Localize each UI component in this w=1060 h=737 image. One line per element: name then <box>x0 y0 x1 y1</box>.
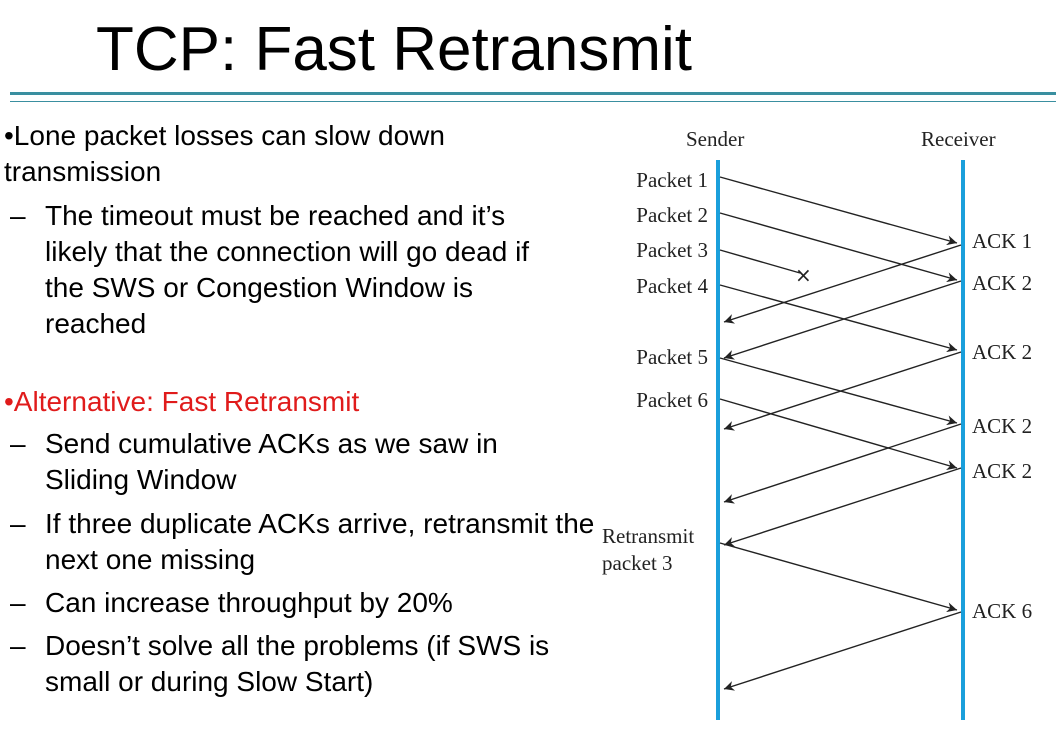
packet-3-lost-arrow <box>720 250 800 273</box>
dash-marker: – <box>10 587 26 618</box>
ack-label: ACK 2 <box>972 340 1033 364</box>
ack-label: ACK 2 <box>972 459 1033 483</box>
retransmit-packet-3-arrow <box>720 543 957 610</box>
retransmit-label: packet 3 <box>602 551 673 575</box>
dash-marker: – <box>10 428 26 459</box>
slide-title: TCP: Fast Retransmit <box>96 15 692 84</box>
packet-label: Packet 3 <box>636 238 708 262</box>
ack-label: ACK 6 <box>972 599 1033 623</box>
packet-label: Packet 4 <box>636 274 708 298</box>
retransmit-label: Retransmit <box>602 524 695 548</box>
sender-label: Sender <box>686 127 745 151</box>
sub-bullet-not-solve-all-text: Doesn’t solve all the problems (if SWS is small or during Slow Start) <box>45 630 550 697</box>
dash-marker: – <box>10 630 26 661</box>
ack-2-arrow <box>724 281 961 358</box>
ack-1-arrow <box>724 245 961 322</box>
ack-label: ACK 1 <box>972 229 1033 253</box>
packet-label: Packet 2 <box>636 203 708 227</box>
packet-2-arrow <box>720 213 957 280</box>
packet-1-arrow <box>720 177 957 243</box>
ack-label: ACK 2 <box>972 271 1033 295</box>
receiver-label: Receiver <box>921 127 996 151</box>
packet-label: Packet 5 <box>636 345 708 369</box>
sub-bullet-cumulative-acks-text: Send cumulative ACKs as we saw in Sliding Window <box>45 428 498 495</box>
packet-5-arrow <box>720 358 957 423</box>
ack-2-dup2-arrow <box>724 424 961 502</box>
bullet-lone-packet-losses: •Lone packet losses can slow down transmission <box>4 120 445 187</box>
ack-2-dup3-arrow <box>724 468 961 545</box>
packet-4-arrow <box>720 285 957 350</box>
packet-label: Packet 1 <box>636 168 708 192</box>
dash-marker: – <box>10 200 26 231</box>
packet-6-arrow <box>720 399 957 468</box>
sub-bullet-timeout-text: The timeout must be reached and it’s likely that the connection will go dead if the SWS or Congestion Window is reached <box>45 200 530 339</box>
packet-label: Packet 6 <box>636 388 708 412</box>
sub-bullet-throughput-text: Can increase throughput by 20% <box>45 587 453 618</box>
bullet-alternative: •Alternative: Fast Retransmit <box>4 386 360 417</box>
packet-loss-x-icon: × <box>795 263 812 287</box>
ack-2-dup1-arrow <box>724 352 961 429</box>
ack-6-arrow <box>724 612 961 689</box>
sub-bullet-three-dup-acks-text: If three duplicate ACKs arrive, retransmit the next one missing <box>45 508 595 575</box>
dash-marker: – <box>10 508 26 539</box>
ack-label: ACK 2 <box>972 414 1033 438</box>
